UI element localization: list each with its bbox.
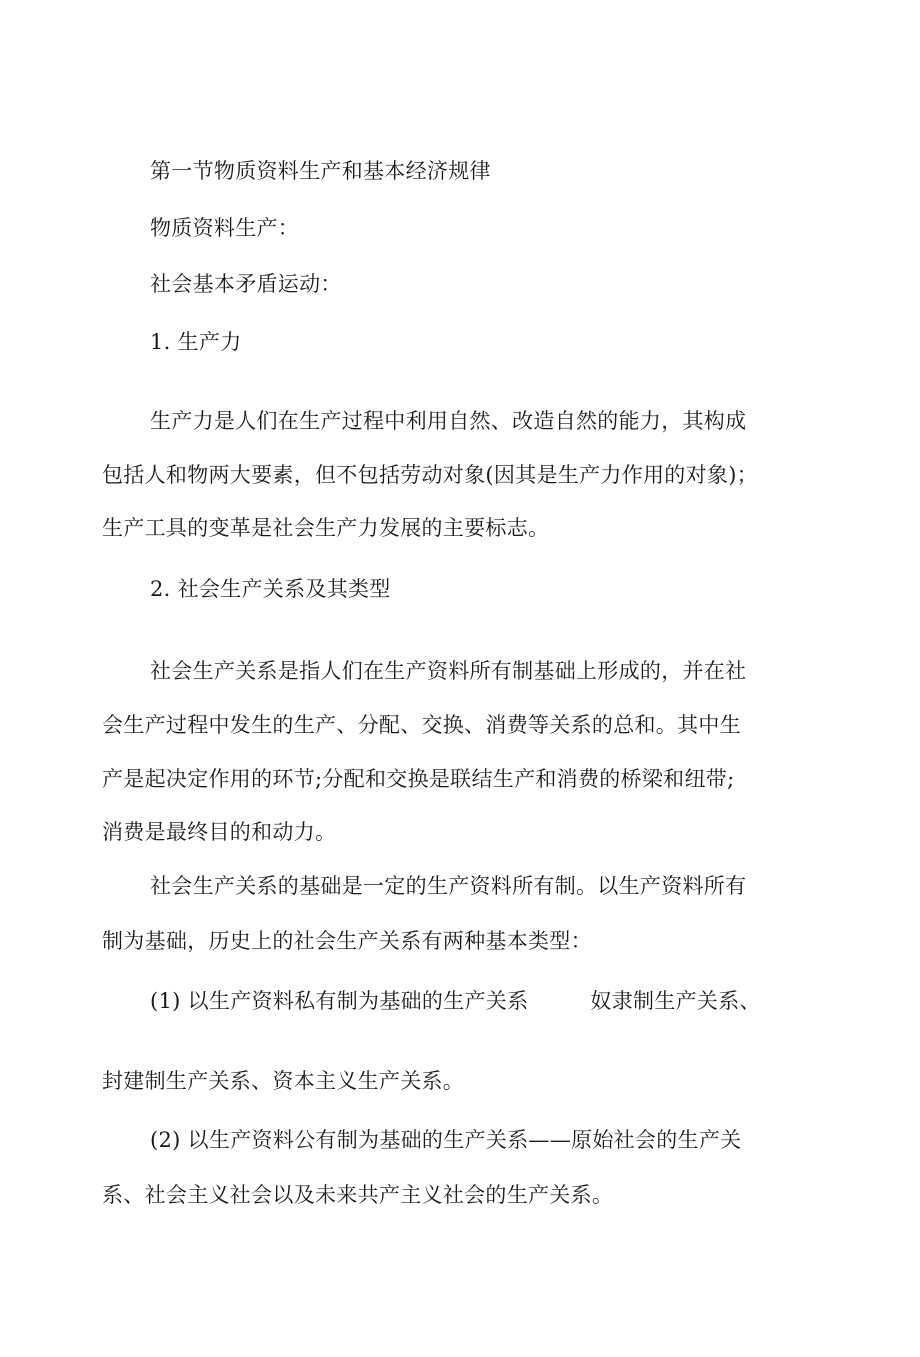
- item2-paragraph1-line-2: 会生产过程中发生的生产、分配、交换、消费等关系的总和。其中生: [102, 713, 741, 737]
- heading-basic-contradiction: 社会基本矛盾运动：: [150, 272, 342, 296]
- item2-paragraph1-line-3: 产是起决定作用的环节;分配和交换是联结生产和消费的桥梁和纽带;: [102, 767, 735, 791]
- type1-examples-cont: 封建制生产关系、资本主义生产关系。: [102, 1069, 465, 1093]
- item1-paragraph-line-3: 生产工具的变革是社会生产力发展的主要标志。: [102, 516, 550, 540]
- section-title: 第一节物质资料生产和基本经济规律: [150, 159, 491, 183]
- item1-title: 1. 生产力: [150, 330, 242, 354]
- item2-paragraph1-line-4: 消费是最终目的和动力。: [102, 820, 337, 844]
- type1-line: [150, 987, 761, 1015]
- type2-line-1: (2) 以生产资料公有制为基础的生产关系——原始社会的生产关: [150, 1128, 742, 1152]
- item1-paragraph-line-1: 生产力是人们在生产过程中利用自然、改造自然的能力，其构成: [150, 409, 747, 433]
- type1-examples-start: 奴隶制生产关系、: [590, 989, 761, 1013]
- item2-paragraph2-line-1: 社会生产关系的基础是一定的生产资料所有制。以生产资料所有: [150, 874, 747, 898]
- type1-label: (1) 以生产资料私有制为基础的生产关系: [150, 989, 529, 1013]
- type2-line-2: 系、社会主义社会以及未来共产主义社会的生产关系。: [102, 1183, 614, 1207]
- item2-paragraph1-line-1: 社会生产关系是指人们在生产资料所有制基础上形成的，并在社: [150, 659, 747, 683]
- item1-paragraph-line-2: 包括人和物两大要素，但不包括劳动对象(因其是生产力作用的对象)；: [102, 463, 758, 487]
- item2-paragraph2-line-2: 制为基础，历史上的社会生产关系有两种基本类型：: [102, 929, 592, 953]
- heading-material-production: 物质资料生产：: [150, 216, 300, 240]
- item2-title: 2. 社会生产关系及其类型: [150, 577, 391, 601]
